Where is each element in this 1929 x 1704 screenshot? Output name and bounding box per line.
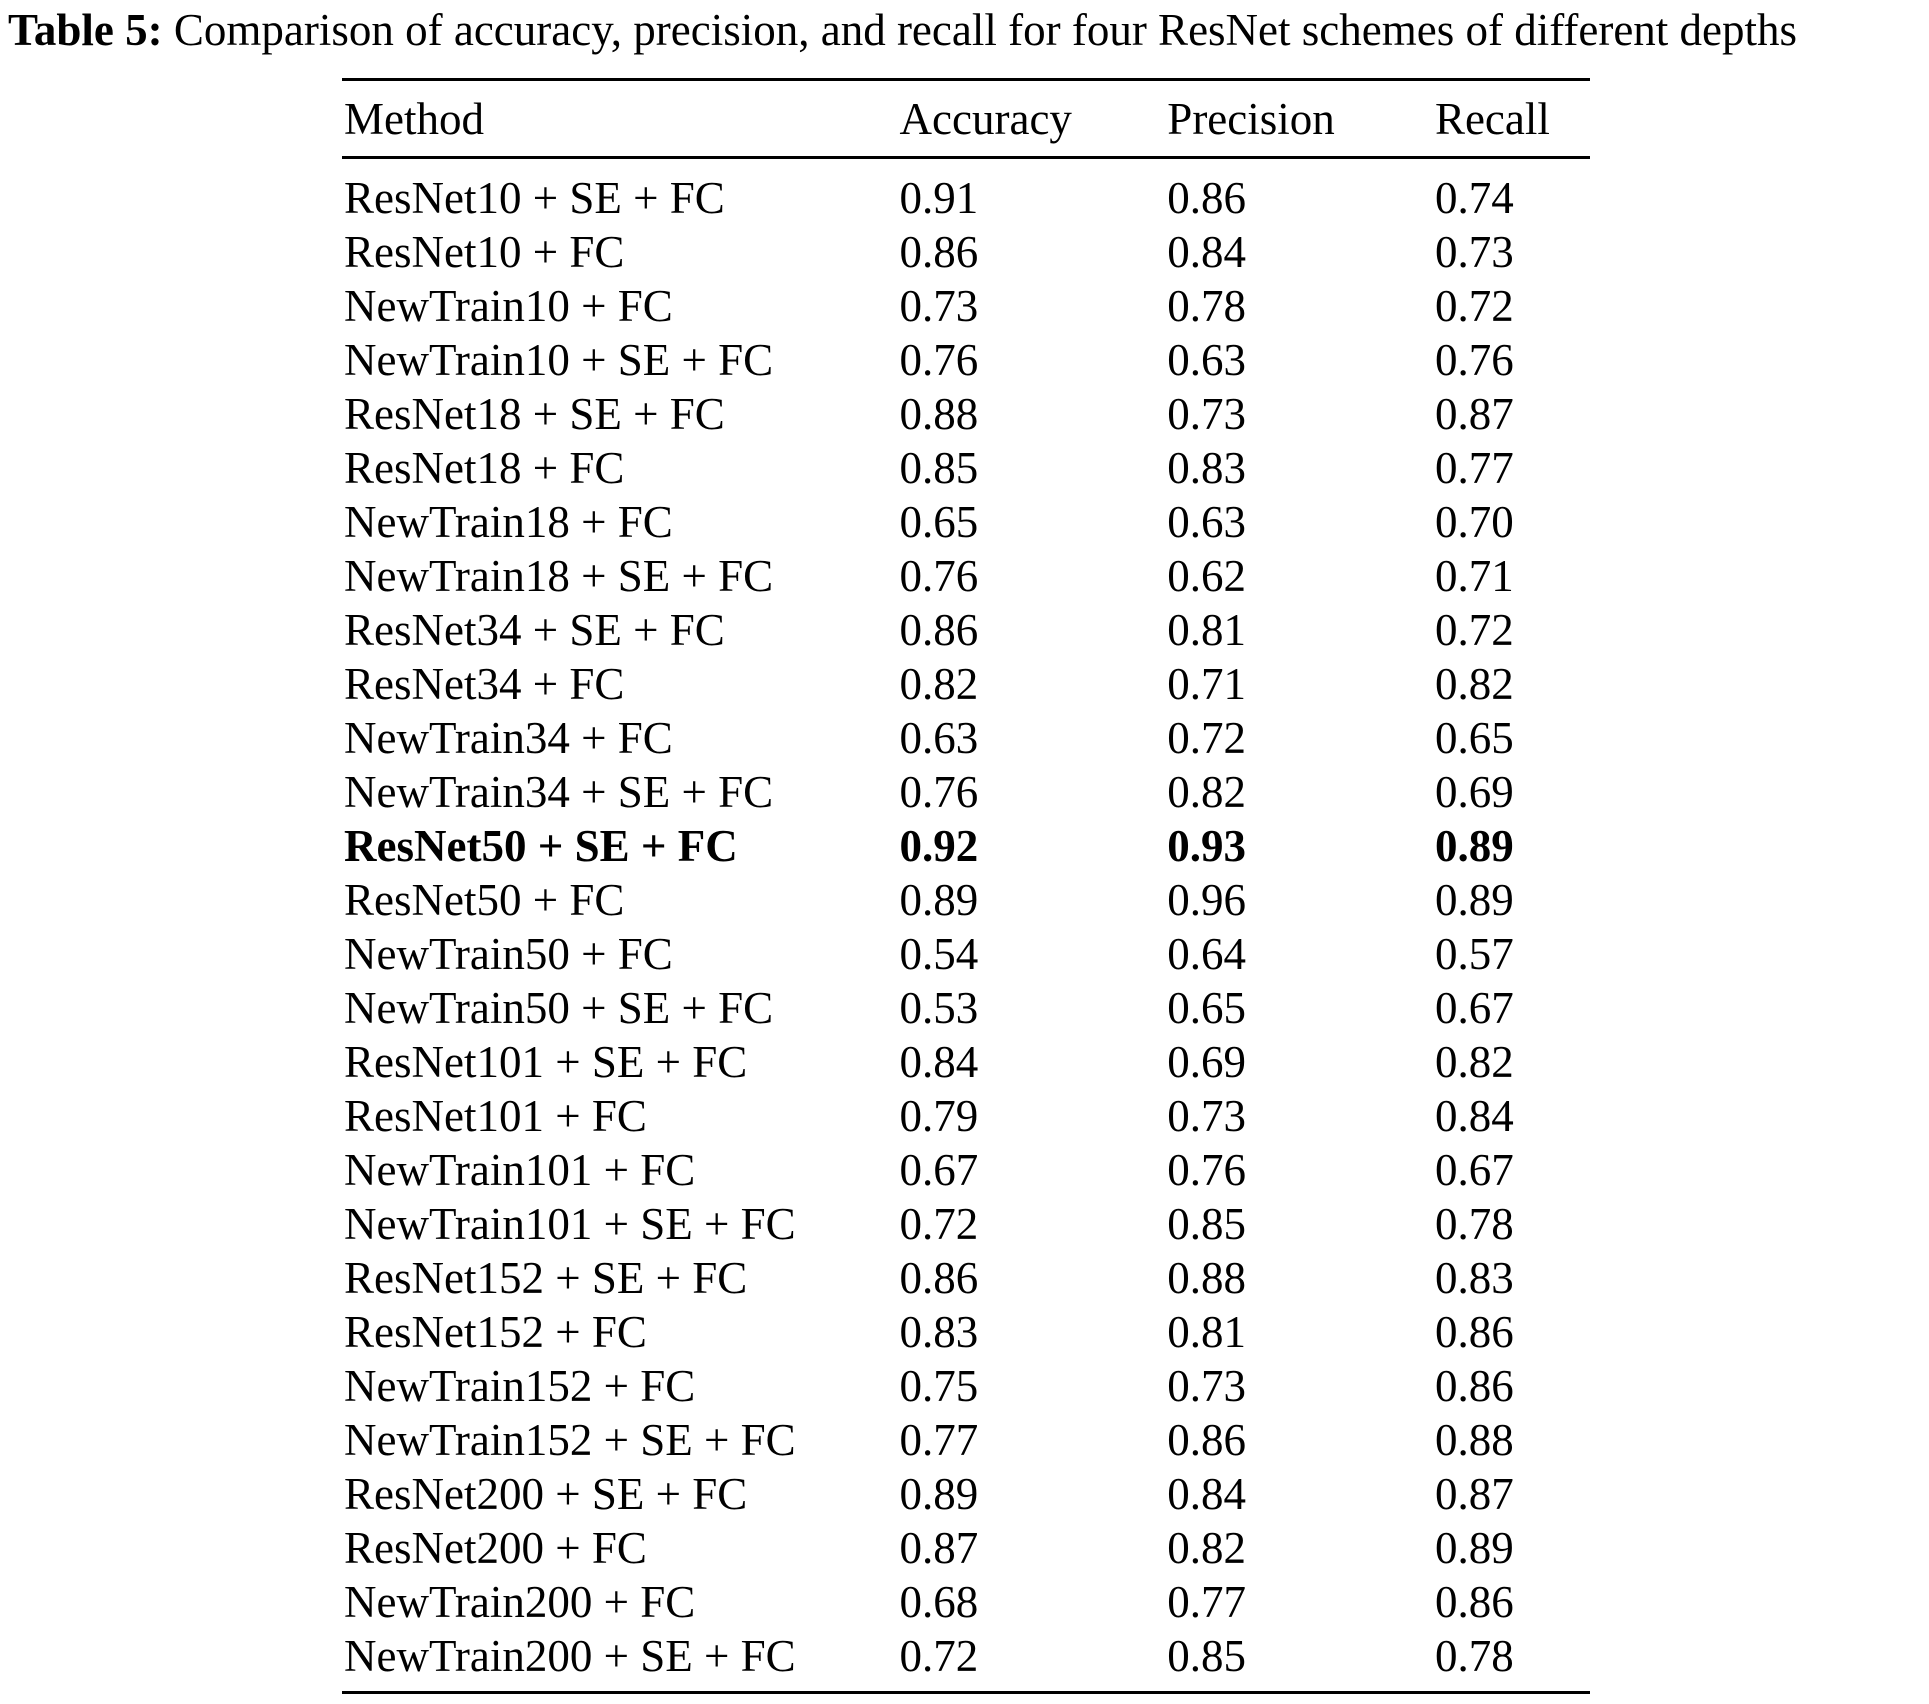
header-precision: Precision [1167, 93, 1335, 144]
table-row [342, 1359, 1590, 1413]
method-cell: NewTrain152 + FC [344, 1361, 696, 1411]
caption-label: Table 5: [8, 5, 163, 55]
method-cell: ResNet34 + FC [344, 659, 625, 709]
recall-cell: 0.65 [1434, 713, 1514, 763]
table-row [342, 279, 1590, 333]
table-row [342, 1143, 1590, 1197]
recall-cell: 0.67 [1434, 983, 1514, 1033]
accuracy-cell: 0.85 [899, 443, 979, 493]
method-cell: ResNet10 + FC [344, 227, 625, 277]
precision-cell: 0.73 [1167, 1091, 1247, 1141]
method-cell: NewTrain10 + SE + FC [344, 335, 774, 385]
accuracy-cell: 0.84 [899, 1037, 979, 1087]
recall-cell: 0.71 [1434, 551, 1514, 601]
accuracy-cell: 0.76 [899, 767, 979, 817]
recall-cell: 0.74 [1434, 173, 1514, 223]
precision-cell: 0.93 [1167, 821, 1247, 871]
recall-cell: 0.67 [1434, 1145, 1514, 1195]
precision-cell: 0.73 [1167, 389, 1247, 439]
recall-cell: 0.78 [1434, 1631, 1514, 1681]
method-cell: ResNet101 + FC [344, 1091, 647, 1141]
recall-cell: 0.87 [1434, 1469, 1514, 1519]
precision-cell: 0.84 [1167, 1469, 1247, 1519]
precision-cell: 0.82 [1167, 1523, 1247, 1573]
recall-cell: 0.86 [1434, 1307, 1514, 1357]
table-row [342, 1089, 1590, 1143]
accuracy-cell: 0.87 [899, 1523, 979, 1573]
precision-cell: 0.63 [1167, 497, 1247, 547]
recall-cell: 0.69 [1434, 767, 1514, 817]
table-row [342, 1629, 1590, 1693]
recall-cell: 0.73 [1434, 227, 1514, 277]
table-row [342, 441, 1590, 495]
method-cell: ResNet152 + SE + FC [344, 1253, 748, 1303]
recall-cell: 0.83 [1434, 1253, 1514, 1303]
table-row [342, 711, 1590, 765]
accuracy-cell: 0.75 [899, 1361, 979, 1411]
recall-cell: 0.89 [1434, 875, 1514, 925]
precision-cell: 0.88 [1167, 1253, 1247, 1303]
precision-cell: 0.69 [1167, 1037, 1247, 1087]
method-cell: ResNet200 + FC [344, 1523, 647, 1573]
accuracy-cell: 0.73 [899, 281, 979, 331]
method-cell: ResNet200 + SE + FC [344, 1469, 748, 1519]
caption-text: Comparison of accuracy, precision, and recall for four ResNet schemes of different depths [173, 5, 1798, 55]
table-row [342, 1575, 1590, 1629]
recall-cell: 0.84 [1434, 1091, 1514, 1141]
table-row [342, 873, 1590, 927]
header-accuracy: Accuracy [899, 93, 1072, 144]
accuracy-cell: 0.88 [899, 389, 979, 439]
precision-cell: 0.82 [1167, 767, 1247, 817]
recall-cell: 0.82 [1434, 659, 1514, 709]
header-recall: Recall [1434, 93, 1550, 144]
accuracy-cell: 0.67 [899, 1145, 979, 1195]
method-cell: ResNet152 + FC [344, 1307, 647, 1357]
accuracy-cell: 0.86 [899, 1253, 979, 1303]
accuracy-cell: 0.82 [899, 659, 979, 709]
table-caption [8, 4, 1923, 56]
accuracy-cell: 0.76 [899, 335, 979, 385]
table-row [342, 225, 1590, 279]
table-row [342, 1251, 1590, 1305]
method-cell: NewTrain101 + SE + FC [344, 1199, 796, 1249]
table-body [342, 158, 1590, 1693]
accuracy-cell: 0.68 [899, 1577, 979, 1627]
recall-cell: 0.72 [1434, 281, 1514, 331]
method-cell: NewTrain101 + FC [344, 1145, 696, 1195]
recall-cell: 0.89 [1434, 821, 1514, 871]
precision-cell: 0.83 [1167, 443, 1247, 493]
table-row [342, 927, 1590, 981]
precision-cell: 0.78 [1167, 281, 1247, 331]
table-row [342, 1467, 1590, 1521]
method-cell: ResNet10 + SE + FC [344, 173, 725, 223]
recall-cell: 0.82 [1434, 1037, 1514, 1087]
header-row [342, 80, 1590, 158]
precision-cell: 0.86 [1167, 173, 1247, 223]
table-row [342, 981, 1590, 1035]
table-row [342, 158, 1590, 226]
method-cell: NewTrain200 + SE + FC [344, 1631, 796, 1681]
accuracy-cell: 0.89 [899, 875, 979, 925]
table-row [342, 495, 1590, 549]
accuracy-cell: 0.77 [899, 1415, 979, 1465]
accuracy-cell: 0.65 [899, 497, 979, 547]
table-row [342, 387, 1590, 441]
accuracy-cell: 0.92 [899, 821, 979, 871]
accuracy-cell: 0.63 [899, 713, 979, 763]
table-row [342, 1197, 1590, 1251]
table-row [342, 765, 1590, 819]
precision-cell: 0.63 [1167, 335, 1247, 385]
method-cell: NewTrain34 + FC [344, 713, 673, 763]
accuracy-cell: 0.54 [899, 929, 979, 979]
precision-cell: 0.84 [1167, 227, 1247, 277]
method-cell: ResNet18 + SE + FC [344, 389, 725, 439]
table-row [342, 1305, 1590, 1359]
accuracy-cell: 0.79 [899, 1091, 979, 1141]
results-table [342, 78, 1590, 1694]
recall-cell: 0.86 [1434, 1361, 1514, 1411]
precision-cell: 0.96 [1167, 875, 1247, 925]
precision-cell: 0.72 [1167, 713, 1247, 763]
precision-cell: 0.64 [1167, 929, 1247, 979]
recall-cell: 0.72 [1434, 605, 1514, 655]
precision-cell: 0.86 [1167, 1415, 1247, 1465]
precision-cell: 0.71 [1167, 659, 1247, 709]
table-row [342, 549, 1590, 603]
precision-cell: 0.85 [1167, 1631, 1247, 1681]
precision-cell: 0.65 [1167, 983, 1247, 1033]
precision-cell: 0.81 [1167, 1307, 1247, 1357]
recall-cell: 0.77 [1434, 443, 1514, 493]
recall-cell: 0.86 [1434, 1577, 1514, 1627]
accuracy-cell: 0.72 [899, 1199, 979, 1249]
method-cell: ResNet18 + FC [344, 443, 625, 493]
precision-cell: 0.77 [1167, 1577, 1247, 1627]
method-cell: NewTrain200 + FC [344, 1577, 696, 1627]
table-row [342, 819, 1590, 873]
recall-cell: 0.88 [1434, 1415, 1514, 1465]
method-cell: ResNet34 + SE + FC [344, 605, 725, 655]
method-cell: NewTrain152 + SE + FC [344, 1415, 796, 1465]
recall-cell: 0.57 [1434, 929, 1514, 979]
accuracy-cell: 0.89 [899, 1469, 979, 1519]
accuracy-cell: 0.76 [899, 551, 979, 601]
recall-cell: 0.89 [1434, 1523, 1514, 1573]
method-cell: ResNet50 + SE + FC [344, 821, 738, 871]
method-cell: NewTrain18 + FC [344, 497, 673, 547]
method-cell: NewTrain50 + SE + FC [344, 983, 774, 1033]
table-row [342, 603, 1590, 657]
accuracy-cell: 0.83 [899, 1307, 979, 1357]
table-row [342, 657, 1590, 711]
precision-cell: 0.85 [1167, 1199, 1247, 1249]
precision-cell: 0.73 [1167, 1361, 1247, 1411]
method-cell: NewTrain18 + SE + FC [344, 551, 774, 601]
results-table-container [342, 78, 1590, 1694]
accuracy-cell: 0.86 [899, 227, 979, 277]
method-cell: NewTrain50 + FC [344, 929, 673, 979]
method-cell: ResNet101 + SE + FC [344, 1037, 748, 1087]
table-row [342, 333, 1590, 387]
recall-cell: 0.78 [1434, 1199, 1514, 1249]
table-row [342, 1035, 1590, 1089]
table-header [342, 80, 1590, 158]
recall-cell: 0.87 [1434, 389, 1514, 439]
method-cell: NewTrain34 + SE + FC [344, 767, 774, 817]
table-row [342, 1521, 1590, 1575]
recall-cell: 0.70 [1434, 497, 1514, 547]
precision-cell: 0.62 [1167, 551, 1247, 601]
accuracy-cell: 0.91 [899, 173, 979, 223]
accuracy-cell: 0.86 [899, 605, 979, 655]
method-cell: ResNet50 + FC [344, 875, 625, 925]
header-method: Method [344, 93, 484, 144]
accuracy-cell: 0.53 [899, 983, 979, 1033]
method-cell: NewTrain10 + FC [344, 281, 673, 331]
accuracy-cell: 0.72 [899, 1631, 979, 1681]
precision-cell: 0.81 [1167, 605, 1247, 655]
recall-cell: 0.76 [1434, 335, 1514, 385]
table-row [342, 1413, 1590, 1467]
precision-cell: 0.76 [1167, 1145, 1247, 1195]
